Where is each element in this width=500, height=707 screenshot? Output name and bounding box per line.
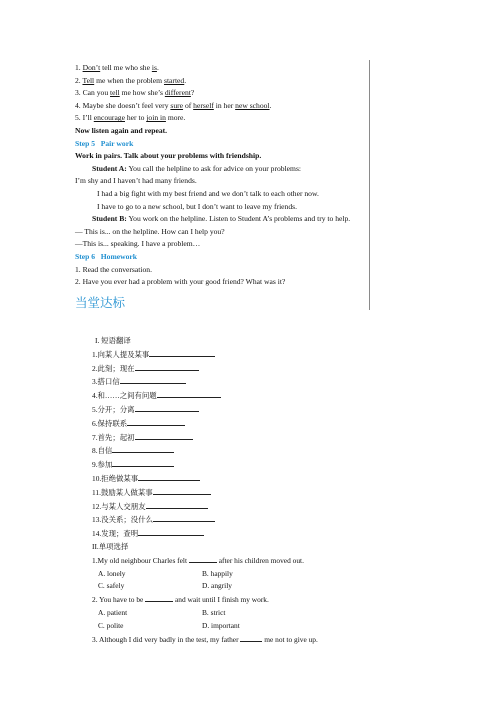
sentence-text: her to xyxy=(124,113,147,123)
student-a-text: You call the helpline to ask for advice on your problems: xyxy=(126,163,302,173)
underlined-word: started xyxy=(163,75,185,85)
answer-blank[interactable] xyxy=(153,513,215,522)
question-stem xyxy=(92,633,372,647)
exercise-block xyxy=(92,335,372,646)
margin-line xyxy=(369,60,370,310)
option[interactable]: A. lonely xyxy=(98,568,126,578)
dialogue-line: — This is... on the helpline. How can I help you? xyxy=(75,226,225,236)
phrase-item xyxy=(92,513,372,527)
sentence-text: of xyxy=(183,100,194,110)
dialogue-line: —This is... speaking. I have a problem… xyxy=(75,239,201,249)
answer-blank[interactable] xyxy=(127,417,185,426)
sentence-1 xyxy=(75,62,363,75)
underlined-word: tell xyxy=(110,88,120,98)
sentence-text: tell me who she xyxy=(100,63,152,72)
student-a-task xyxy=(75,163,363,176)
phrase-item xyxy=(92,348,372,362)
answer-blank[interactable] xyxy=(135,403,199,412)
phrase-item xyxy=(92,500,372,514)
problem-line: I have to go to a new school, but I don’t want to leave my friends. xyxy=(97,201,297,211)
phrase-text: 2.此刻；现在 xyxy=(92,363,135,373)
sentence-5 xyxy=(75,112,363,125)
underlined-word: encourage xyxy=(93,113,125,123)
option[interactable]: C. safely xyxy=(98,581,125,591)
sentence-text: ? xyxy=(190,88,195,98)
step-label: Step 5 xyxy=(75,138,96,148)
sentence-4 xyxy=(75,100,363,113)
option[interactable]: D. important xyxy=(202,620,240,630)
option[interactable]: D. angrily xyxy=(202,581,232,591)
student-a-label: Student A: xyxy=(92,163,127,173)
sentence-3 xyxy=(75,87,363,100)
phrase-item xyxy=(92,472,372,486)
option-row xyxy=(92,607,372,620)
sentence-text: 3. Can you xyxy=(75,88,111,98)
phrase-text: 9.参加 xyxy=(92,460,113,470)
answer-blank[interactable] xyxy=(240,633,262,642)
underlined-word: Tell xyxy=(82,75,95,85)
phrase-item xyxy=(92,403,372,417)
section-heading: 当堂达标 xyxy=(75,295,126,310)
phrase-item xyxy=(92,458,372,472)
sentence-text: me how she’s xyxy=(119,88,165,98)
answer-blank[interactable] xyxy=(149,348,215,357)
phrase-text: 7.首先；起初 xyxy=(92,432,135,442)
sentence-text: . xyxy=(156,63,159,72)
sentence-text: in her xyxy=(213,100,236,110)
part-1-title: I. 短语翻译 xyxy=(95,336,131,345)
phrase-item xyxy=(92,417,372,431)
step-title: Homework xyxy=(100,251,138,261)
question-stem xyxy=(92,554,372,568)
underlined-word: new school xyxy=(235,100,270,110)
answer-blank[interactable] xyxy=(135,431,193,440)
stem-text: 1.My old neighbour Charles felt xyxy=(92,555,189,565)
answer-blank[interactable] xyxy=(138,472,200,481)
phrase-item xyxy=(92,527,372,541)
sentence-text: . xyxy=(269,100,272,110)
phrase-text: 3.搭口信 xyxy=(92,377,120,387)
stem-text: 2. You have to be xyxy=(92,595,146,605)
pair-work-instruction: Work in pairs. Talk about your problems with friendship. xyxy=(75,151,262,161)
answer-blank[interactable] xyxy=(112,458,174,467)
student-b-task xyxy=(75,213,363,226)
step-6-heading xyxy=(75,251,363,264)
problem-line: I’m shy and I haven’t had many friends. xyxy=(75,176,197,186)
step-title: Pair work xyxy=(100,138,134,148)
sentence-text: 5. I’ll xyxy=(75,113,94,123)
underlined-word: join in xyxy=(146,113,166,123)
option[interactable]: C. polite xyxy=(98,620,124,630)
homework-item: 2. Have you ever had a problem with your good friend? What was it? xyxy=(75,277,286,287)
answer-blank[interactable] xyxy=(189,554,217,563)
sentence-text: more. xyxy=(165,113,186,123)
step-5-heading xyxy=(75,138,363,151)
sentence-2 xyxy=(75,75,363,88)
question-stem xyxy=(92,593,372,607)
phrase-item xyxy=(92,375,372,389)
phrase-text: 10.拒绝做某事 xyxy=(92,473,139,483)
stem-text: after his children moved out. xyxy=(216,555,304,565)
stem-text: me not to give up. xyxy=(262,634,318,644)
sentence-text: 1. xyxy=(75,63,83,72)
stem-text: 3. Although I did very badly in the test, my father xyxy=(92,634,241,644)
student-b-label: Student B: xyxy=(92,214,127,224)
answer-blank[interactable] xyxy=(157,389,221,398)
answer-blank[interactable] xyxy=(120,375,186,384)
phrase-item xyxy=(92,362,372,376)
phrase-text: 4.和……之间有问题 xyxy=(92,391,157,401)
underlined-word: is xyxy=(151,63,157,72)
part-2-title: II.单项选择 xyxy=(92,541,129,551)
sentence-text: 2. xyxy=(75,75,83,85)
phrase-text: 6.保持联系 xyxy=(92,418,128,428)
answer-blank[interactable] xyxy=(135,362,199,371)
phrase-text: 13.没关系；没什么 xyxy=(92,515,153,525)
sentence-text: 4. Maybe she doesn’t feel very xyxy=(75,100,171,110)
answer-blank[interactable] xyxy=(112,444,174,453)
phrase-item xyxy=(92,486,372,500)
phrase-text: 8.自信 xyxy=(92,446,113,456)
option[interactable]: B. happily xyxy=(202,568,233,578)
underlined-word: different xyxy=(164,88,191,98)
option[interactable]: A. patient xyxy=(98,607,128,617)
answer-blank[interactable] xyxy=(146,500,208,509)
sentence-text: . xyxy=(184,75,187,85)
underlined-word: Don’t xyxy=(82,63,101,72)
problem-line: I had a big fight with my best friend and we don’t talk to each other now. xyxy=(97,188,319,198)
homework-item: 1. Read the conversation. xyxy=(75,264,152,274)
phrase-text: 5.分开；分离 xyxy=(92,404,135,414)
phrase-item xyxy=(92,389,372,403)
option-row xyxy=(92,620,372,633)
phrase-text: 1.向某人提及某事 xyxy=(92,349,150,359)
underlined-word: sure xyxy=(170,100,184,110)
option[interactable]: B. strict xyxy=(202,607,226,617)
answer-blank[interactable] xyxy=(138,527,204,536)
answer-blank[interactable] xyxy=(145,593,173,602)
phrase-item xyxy=(92,431,372,445)
listen-again-instruction: Now listen again and repeat. xyxy=(75,125,168,135)
phrase-text: 12.与某人交朋友 xyxy=(92,501,146,511)
sentence-text: me when the problem xyxy=(94,75,164,85)
underlined-word: herself xyxy=(193,100,214,110)
phrase-text: 14.发现；查明 xyxy=(92,529,139,539)
option-row xyxy=(92,568,372,581)
answer-blank[interactable] xyxy=(153,486,211,495)
phrase-text: 11.鼓励某人做某事 xyxy=(92,487,153,497)
stem-text: and wait until I finish my work. xyxy=(173,595,269,605)
lesson-page xyxy=(75,62,363,314)
student-b-text: You work on the helpline. Listen to Student A’s problems and try to help. xyxy=(126,214,351,224)
step-label: Step 6 xyxy=(75,251,96,261)
phrase-item xyxy=(92,444,372,458)
option-row xyxy=(92,580,372,593)
